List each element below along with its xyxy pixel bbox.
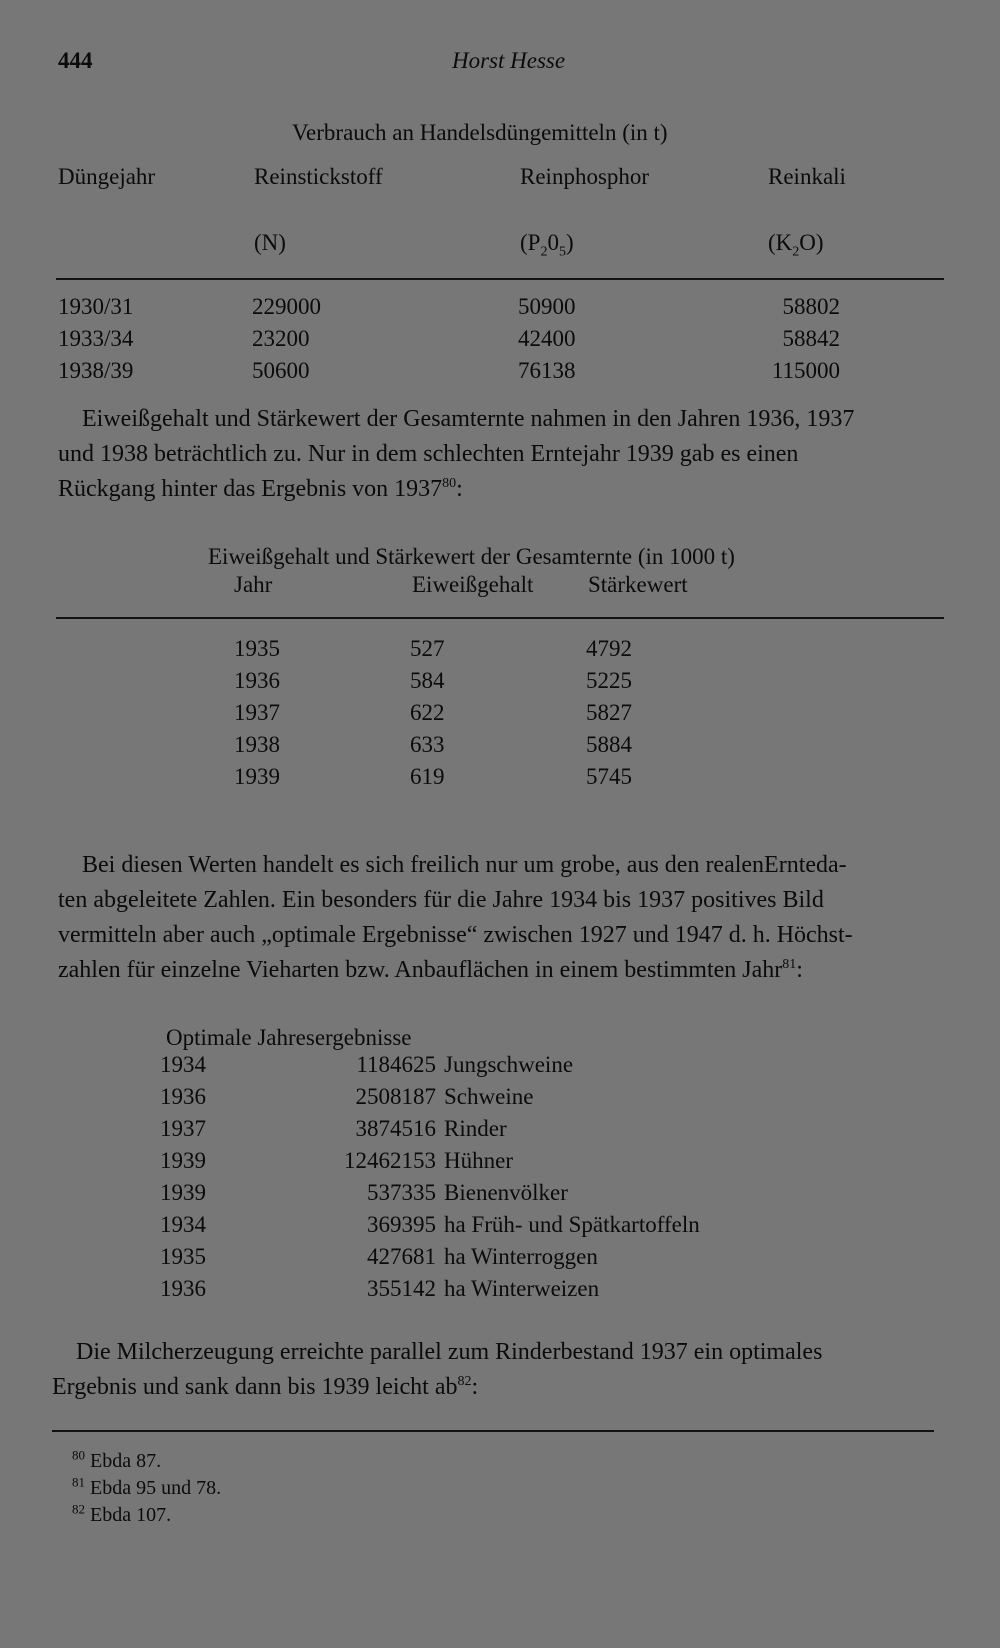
table-row: 1935 427681 ha Winterroggen bbox=[160, 1244, 598, 1269]
table-row: 1937 3874516 Rinder bbox=[160, 1116, 507, 1141]
table-rule bbox=[56, 278, 944, 280]
footnote-rule bbox=[52, 1430, 934, 1432]
paragraph-line: Rückgang hinter das Ergebnis von 1937$^{80}$: bbox=[58, 476, 463, 502]
table-row: 1934 1184625 Jungschweine bbox=[160, 1052, 574, 1077]
table-row: 1933/34 23200 42400 58842 bbox=[58, 326, 840, 351]
table-row: 1936 355142 ha Winterweizen bbox=[160, 1276, 600, 1301]
formula-potash: $(K_2O)$ bbox=[768, 230, 824, 260]
footnote: $^{80}$ Ebda 87. bbox=[72, 1447, 162, 1472]
footnote: $^{81}$ Ebda 95 und 78. bbox=[72, 1474, 222, 1499]
fertilizer-table-title: Verbrauch an Handelsdüngemitteln (in t) bbox=[292, 120, 668, 145]
paragraph-line: und 1938 beträchtlich zu. Nur in dem schlechten Erntejahr 1939 gab es einen bbox=[58, 441, 799, 467]
formula-nitrogen: (N) bbox=[254, 230, 286, 255]
paragraph-line: zahlen für einzelne Vieharten bzw. Anbauflächen in einem bestimmten Jahr$^{81}$: bbox=[58, 957, 803, 983]
table-row: 1934 369395 ha Früh- und Spätkartoffeln bbox=[160, 1212, 700, 1237]
col-header-starch: Stärkewert bbox=[588, 572, 688, 597]
col-header-protein: Eiweißgehalt bbox=[412, 572, 534, 597]
paragraph-line: Die Milcherzeugung erreichte parallel zum Rinderbestand 1937 ein optimales bbox=[76, 1339, 823, 1365]
paragraph-line: Ergebnis und sank dann bis 1939 leicht $ab^{82}$: bbox=[52, 1374, 479, 1400]
col-header-year: Jahr bbox=[234, 572, 273, 597]
protein-table-title: Eiweißgehalt und Stärkewert der Gesamternte (in 1000 t) bbox=[208, 544, 735, 569]
table-row: 1939 537335 Bienenvölker bbox=[160, 1180, 568, 1205]
footnote-ref: 80 bbox=[442, 476, 457, 491]
formula-phosphorus: $(P_20_5)$ bbox=[520, 230, 574, 260]
table-row: 1939 12462153 Hühner bbox=[160, 1148, 513, 1173]
paragraph-line: Bei diesen Werten handelt es sich freilich nur um grobe, aus den realenErnteda- bbox=[82, 852, 847, 878]
paragraph-line: Eiweißgehalt und Stärkewert der Gesamternte nahmen in den Jahren 1936, 1937 bbox=[82, 406, 855, 432]
table-row: 1936 584 5225 bbox=[234, 668, 632, 693]
optimal-table-title: Optimale Jahresergebnisse bbox=[166, 1025, 412, 1050]
col-header-potash: Reinkali bbox=[768, 164, 846, 189]
col-header-year: Düngejahr bbox=[58, 164, 156, 189]
table-row: 1930/31 229000 50900 58802 bbox=[58, 294, 840, 319]
table-row: 1939 619 5745 bbox=[234, 764, 632, 789]
table-rule bbox=[56, 617, 944, 619]
table-row: 1937 622 5827 bbox=[234, 700, 632, 725]
footnote-ref: 81 bbox=[782, 957, 797, 972]
table-row: 1938/39 50600 76138 115000 bbox=[58, 358, 840, 383]
paragraph-line: ten abgeleitete Zahlen. Ein besonders für die Jahre 1934 bis 1937 positives Bild bbox=[58, 887, 824, 913]
col-header-nitrogen: Reinstickstoff bbox=[254, 164, 383, 189]
running-head-author: Horst Hesse bbox=[452, 48, 566, 73]
footnote-ref: 82 bbox=[457, 1374, 472, 1389]
page-number: 444 bbox=[58, 48, 93, 73]
table-row: 1938 633 5884 bbox=[234, 732, 632, 757]
col-header-phosphorus: Reinphosphor bbox=[520, 164, 650, 189]
table-row: 1936 2508187 Schweine bbox=[160, 1084, 534, 1109]
paragraph-line: vermitteln aber auch „optimale Ergebnisse“ zwischen 1927 und 1947 d. h. Höchst- bbox=[58, 922, 853, 948]
table-row: 1935 527 4792 bbox=[234, 636, 632, 661]
footnote: $^{82}$ Ebda 107. bbox=[72, 1501, 172, 1526]
